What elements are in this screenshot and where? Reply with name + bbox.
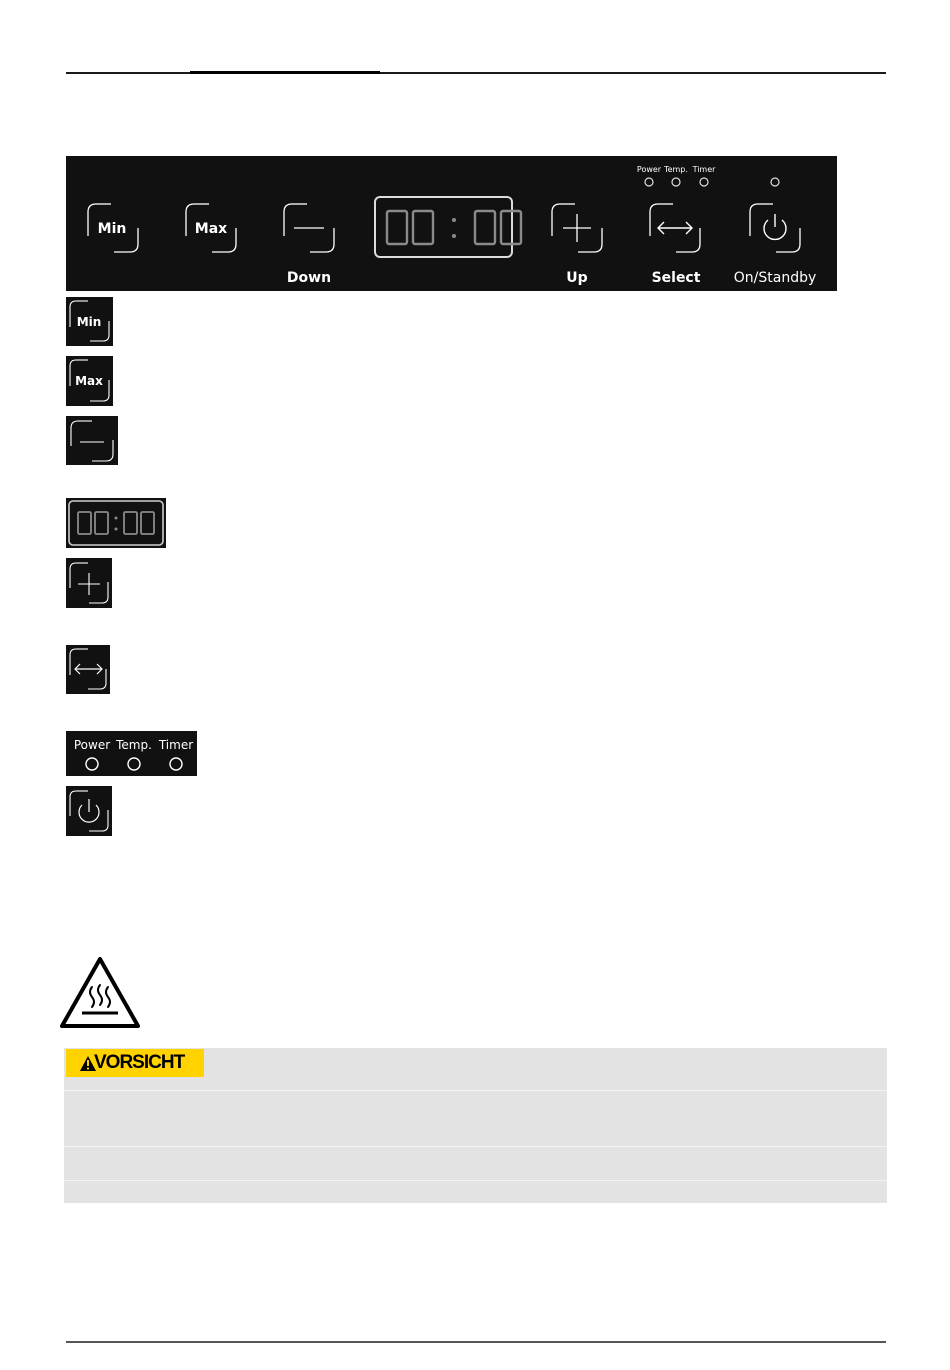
indicator-temp-led	[672, 178, 680, 186]
max-button-label: Max	[194, 221, 228, 237]
min-button-label: Min	[97, 221, 127, 237]
legend-indicator-power-led	[86, 758, 98, 770]
down-button[interactable]	[284, 204, 334, 252]
legend-display-tile	[66, 498, 166, 548]
caution-row-divider	[64, 1146, 887, 1147]
left-right-arrow-icon	[658, 222, 692, 234]
legend-indicator-temp-led	[128, 758, 140, 770]
standby-led	[771, 178, 779, 186]
caution-badge	[66, 1049, 204, 1077]
legend-max-label: Max	[75, 374, 103, 388]
plus-icon	[78, 573, 100, 595]
legend-indicator-tile	[66, 731, 197, 776]
caution-box	[64, 1048, 887, 1203]
up-button[interactable]	[552, 204, 602, 252]
plus-icon	[563, 214, 591, 242]
legend-select-tile	[66, 645, 110, 694]
indicator-group	[637, 165, 716, 186]
control-panel	[66, 156, 837, 291]
legend-min-label: Min	[76, 315, 102, 329]
indicator-power-led	[645, 178, 653, 186]
power-icon	[764, 214, 786, 239]
on-standby-button[interactable]	[750, 204, 800, 252]
legend-power-tile	[66, 786, 112, 836]
legend-indicator-temp-label: Temp.	[116, 738, 152, 752]
legend-indicator-power-label: Power	[73, 738, 111, 752]
footer-rule	[66, 1341, 886, 1343]
caution-row-divider	[64, 1090, 887, 1091]
header-rule-accent	[190, 71, 380, 74]
indicator-timer-led	[700, 178, 708, 186]
hot-surface-warning-icon	[58, 955, 142, 1035]
min-button[interactable]	[88, 204, 138, 252]
caution-row-divider	[64, 1180, 887, 1181]
legend-max-tile	[66, 356, 113, 406]
left-right-arrow-icon	[75, 664, 102, 674]
down-button-label: Down	[286, 270, 332, 286]
up-button-label: Up	[566, 270, 588, 286]
select-button[interactable]	[650, 204, 700, 252]
header-rule	[66, 72, 886, 74]
timer-display	[375, 197, 521, 257]
on-standby-button-label: On/Standby	[733, 270, 817, 286]
max-button[interactable]	[186, 204, 236, 252]
caution-label: VORSICHT	[94, 1052, 185, 1073]
power-icon	[79, 799, 99, 822]
indicator-timer-label: Timer	[692, 165, 716, 174]
indicator-power-label: Power	[636, 165, 662, 174]
legend-minus-tile	[66, 416, 118, 465]
legend-plus-tile	[66, 558, 112, 608]
indicator-temp-label: Temp.	[664, 165, 688, 174]
legend-min-tile	[66, 297, 113, 346]
select-button-label: Select	[651, 270, 701, 286]
legend-indicator-timer-label: Timer	[158, 738, 194, 752]
legend-indicator-timer-led	[170, 758, 182, 770]
